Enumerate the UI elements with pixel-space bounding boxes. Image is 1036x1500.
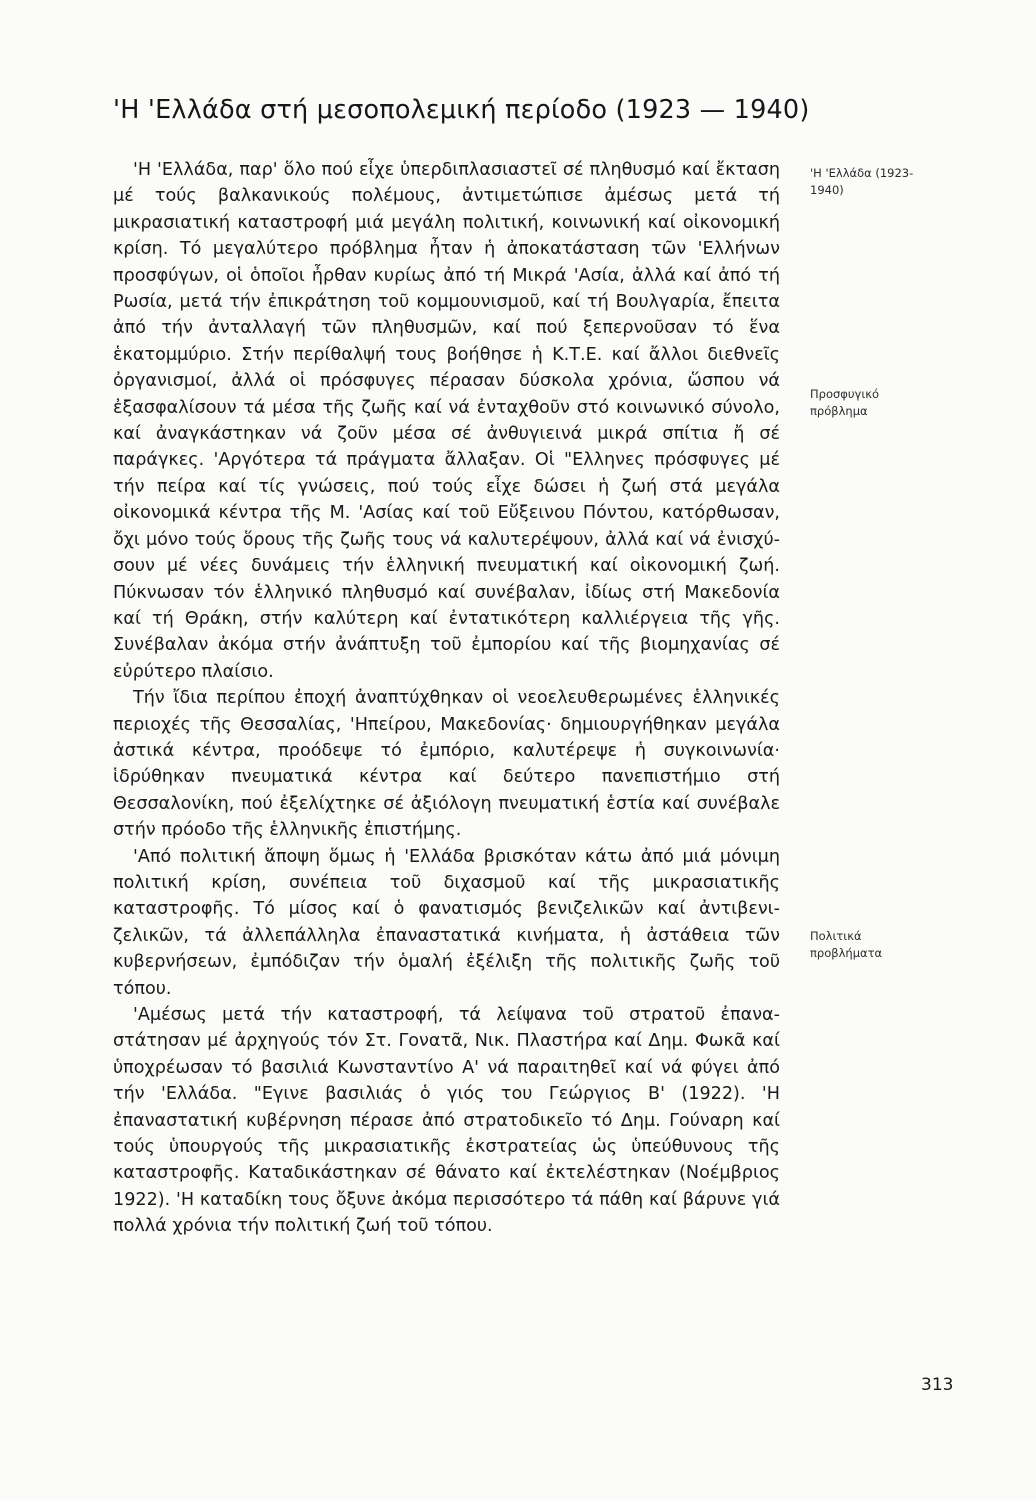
paragraph-refugees: 'Η 'Ελλάδα, παρ' ὅλο πού εἶχε ὑπερδιπλασιαστεῖ σέ πληθυσμό καί ἔκταση μέ τούς βαλκανικούς πολέμους, ἀντιμετώπισε ἀμέσως μετά τή μικρασιατική καταστροφή μιά μεγάλη πολιτική, κοινωνική καί οἰκονομική κρίση. Τό μεγαλύτερο πρόβλημα ἦταν ἡ ἀποκατάσταση τῶν 'Ελλήνων προσφύγων, οἱ ὁποῖοι ἦρθαν κυρίως ἀπό τή Μικρά 'Ασία, ἀλλά καί ἀπό τή Ρωσία, μετά τήν ἐπικράτηση τοῦ κομμουνισμοῦ, καί τή Βουλγαρία, ἔπειτα ἀπό τήν ἀνταλλαγή τῶν πληθυσμῶν, καί πού ξεπερνοῦσαν τό ἕνα ἑκατομμύριο. Στήν περίθαλψή τους βοήθησε ἡ Κ.Τ.Ε. καί ἄλλοι διεθνεῖς ὀργανισμοί, ἀλλά οἱ πρόσφυγες πέρασαν δύσκολα χρόνια, ὥσπου νά ἐξασφαλίσουν τά μέσα τῆς ζωῆς καί νά ἐνταχθοῦν στό κοινωνικό σύνολο, καί ἀναγκάστηκαν νά ζοῦν μέσα σέ ἀνθυγιεινά μικρά σπίτια ἤ σέ παράγκες. 'Αργότερα τά πράγματα ἄλλαξαν. Οἱ "Ελληνες πρόσφυγες μέ τήν πείρα καί τίς γνώσεις, πού τούς εἶχε δώσει ἡ ζωή στά μεγάλα οἰκονομικά κέντρα τῆς Μ. 'Ασίας καί τοῦ Εὔξεινου Πόντου, κατόρθωσαν, ὄχι μόνο τούς ὅρους τῆς ζωῆς τους νά καλυτερέψουν, ἀλλά καί νά ἐνισχύσουν μέ νέες δυνάμεις τήν ἑλληνική πνευματική καί οἰκονομική ζωή. Πύκνωσαν τόν ἑλληνικό πληθυσμό καί συνέβαλαν, ἰδίως στή Μακεδονία καί τή Θράκη, στήν καλύτερη καί ἐντατικότερη καλλιέργεια τῆς γῆς. Συνέβαλαν ἀκόμα στήν ἀνάπτυξη τοῦ ἐμπορίου καί τῆς βιομηχανίας σέ εὐρύτερο πλαίσιο. bbox=[113, 160, 780, 682]
body-text bbox=[113, 157, 780, 1240]
page-number: 313 bbox=[921, 1375, 954, 1395]
chapter-heading: 'Η 'Ελλάδα στή μεσοπολεμική περίοδο (1923 — 1940) bbox=[113, 95, 810, 125]
paragraph-political-crisis: 'Από πολιτική ἄποψη ὅμως ἡ 'Ελλάδα βρισκόταν κάτω ἀπό μιά μόνιμη πολιτική κρίση, συνέπεια τοῦ διχασμοῦ καί τῆς μικρασιατικῆς καταστροφῆς. Τό μίσος καί ὁ φανατισμός βενιζελικῶν καί ἀντιβενιζελικῶν, τά ἀλλεπάλληλα ἐπαναστατικά κινήματα, ἡ ἀστάθεια τῶν κυβερνήσεων, ἐμπόδιζαν τήν ὁμαλή ἐξέλιξη τῆς πολιτικῆς ζωῆς τοῦ τόπου. bbox=[113, 846, 780, 999]
margin-note-political-problems: Πολιτικά προβλήματα bbox=[810, 929, 883, 960]
margin-note-refugee-problem: Προσφυγικό πρόβλημα bbox=[810, 387, 880, 418]
paragraph-revolution-1922: 'Αμέσως μετά τήν καταστροφή, τά λείψανα τοῦ στρατοῦ ἐπαναστάτησαν μέ ἀρχηγούς τόν Στ. Γονατᾶ, Νικ. Πλαστήρα καί Δημ. Φωκᾶ καί ὑποχρέωσαν τό βασιλιά Κωνσταντίνο Α' νά παραιτηθεῖ καί νά φύγει ἀπό τήν 'Ελλάδα. "Εγινε βασιλιάς ὁ γιός του Γεώργιος Β' (1922). 'Η ἐπαναστατική κυβέρνηση πέρασε ἀπό στρατοδικεῖο τό Δημ. Γούναρη καί τούς ὑπουργούς τῆς μικρασιατικῆς ἐκστρατείας ὡς ὑπεύθυνους τῆς καταστροφῆς. Καταδικάστηκαν σέ θάνατο καί ἐκτελέστηκαν (Νοέμβριος 1922). 'Η καταδίκη τους ὄξυνε ἀκόμα περισσότερο τά πάθη καί βάρυνε γιά πολλά χρόνια τήν πολιτική ζωή τοῦ τόπου. bbox=[113, 1005, 780, 1237]
margin-note-period: 'Η 'Ελλάδα (1923-1940) bbox=[810, 166, 914, 197]
paragraph-development: Τήν ἴδια περίπου ἐποχή ἀναπτύχθηκαν οἱ νεοελευθερωμένες ἑλληνικές περιοχές τῆς Θεσσαλίας, 'Ηπείρου, Μακεδονίας· δημιουργήθηκαν μεγάλα ἀστικά κέντρα, προόδεψε τό ἐμπόριο, καλυτέρεψε ἡ συγκοινωνία· ἱδρύθηκαν πνευματικά κέντρα καί δεύτερο πανεπιστήμιο στή Θεσσαλονίκη, πού ἐξελίχτηκε σέ ἀξιόλογη πνευματική ἑστία καί συνέβαλε στήν πρόοδο τῆς ἑλληνικῆς ἐπιστήμης. bbox=[113, 688, 780, 841]
